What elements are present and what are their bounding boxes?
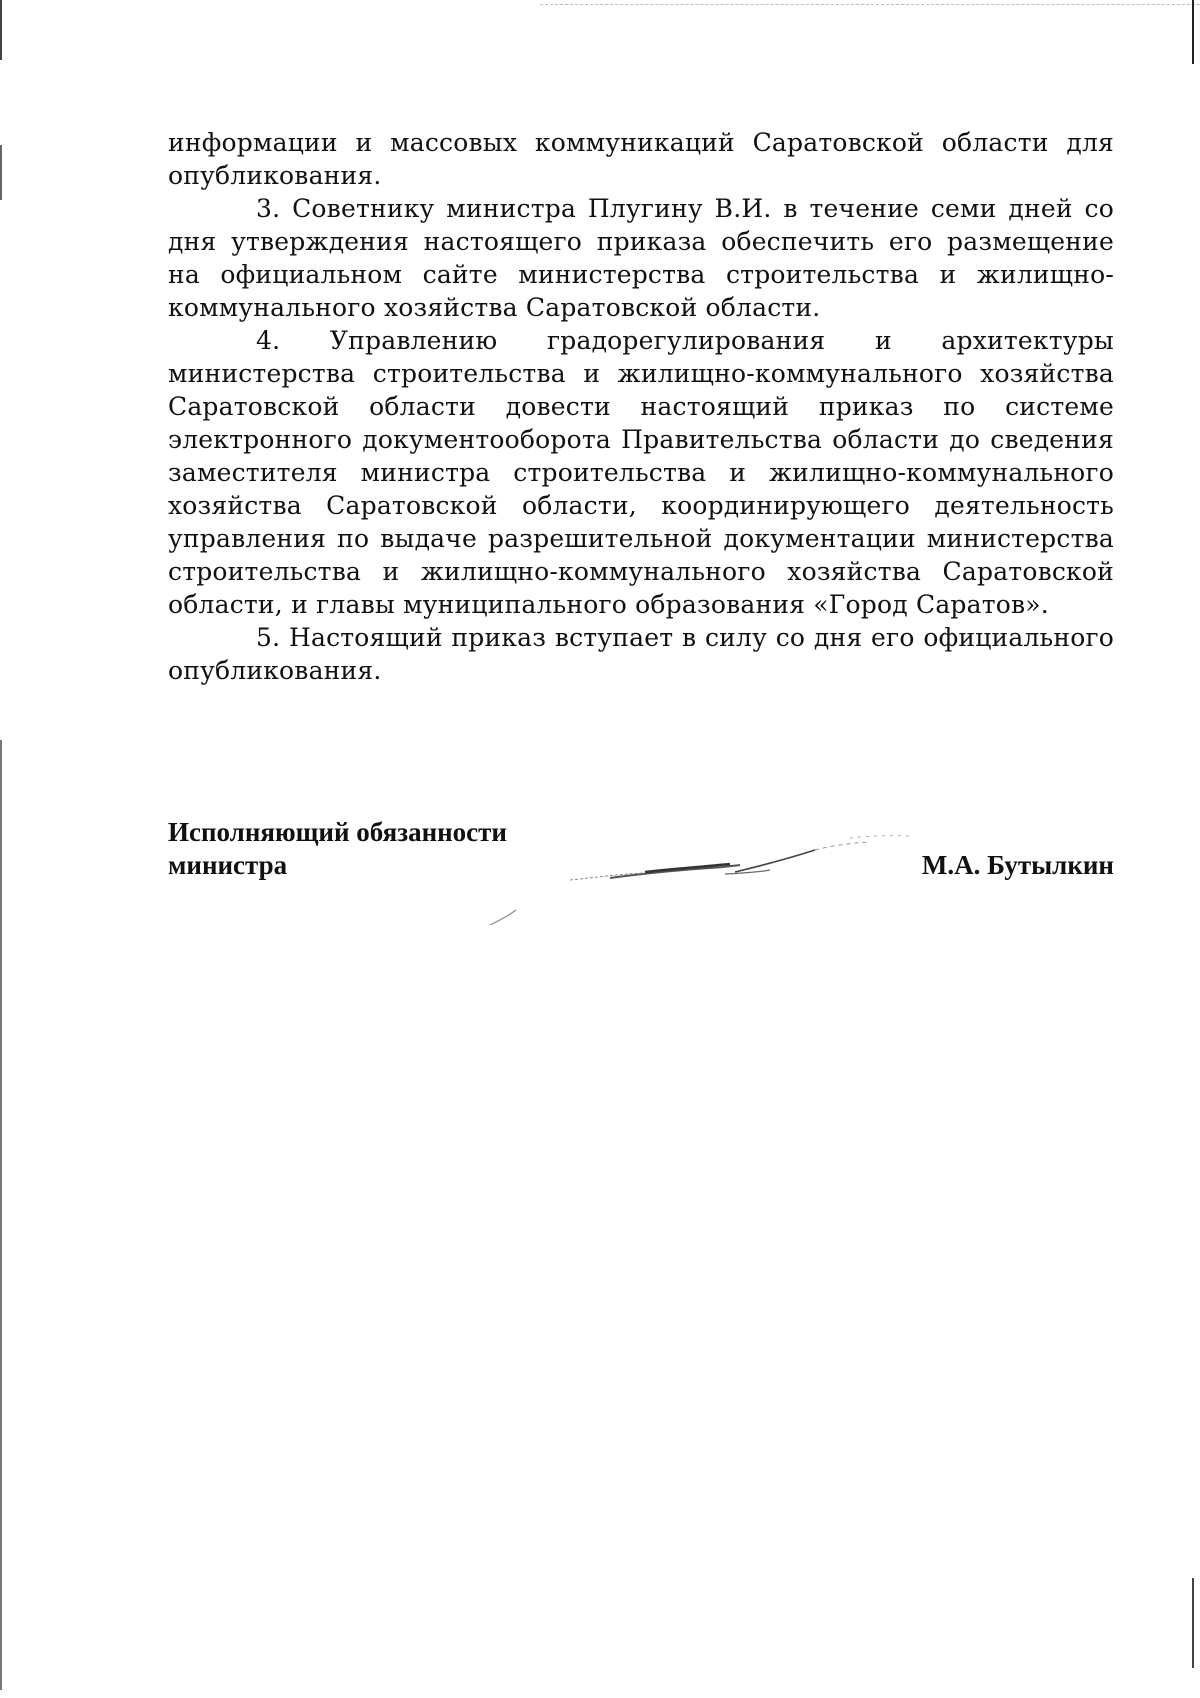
paragraph-item-3: 3. Советнику министра Плугину В.И. в течение семи дней со дня утверждения настоящего приказа обеспечить его размещение на официальном сайте министерства строительства и жилищно-коммунального хозяйства Саратовской области. <box>168 194 1114 322</box>
paragraph-item-4: 4. Управлению градорегулирования и архитектуры министерства строительства и жилищно-коммунального хозяйства Саратовской области довести настоящий приказ по системе электронного документооборота Правительства области до сведения заместителя министра строительства и жилищно-коммунального хозяйства Саратовской области, координирующего деятельность управления по выдаче разрешительной документации министерства строительства и жилищно-коммунального хозяйства Саратовской области, и главы муниципального образования «Город Саратов». <box>168 326 1114 619</box>
signatory-title-line-2: министра <box>168 850 288 880</box>
paragraph-item-5: 5. Настоящий приказ вступает в силу со дня его официального опубликования. <box>168 623 1114 685</box>
signatory-name: М.А. Бутылкин <box>921 850 1114 880</box>
document-body <box>168 126 1114 687</box>
handwritten-signature <box>470 830 990 930</box>
signatory-title-line-1: Исполняющий обязанности <box>168 817 507 847</box>
signatory-title <box>168 816 507 882</box>
scan-edge-right <box>1192 0 1194 64</box>
paragraph-continuation: информации и массовых коммуникаций Саратовской области для опубликования. <box>168 128 1114 190</box>
scan-edge-right-bottom <box>1192 1578 1194 1668</box>
scan-edge-left <box>0 0 2 1698</box>
scan-edge-top <box>540 4 1200 5</box>
